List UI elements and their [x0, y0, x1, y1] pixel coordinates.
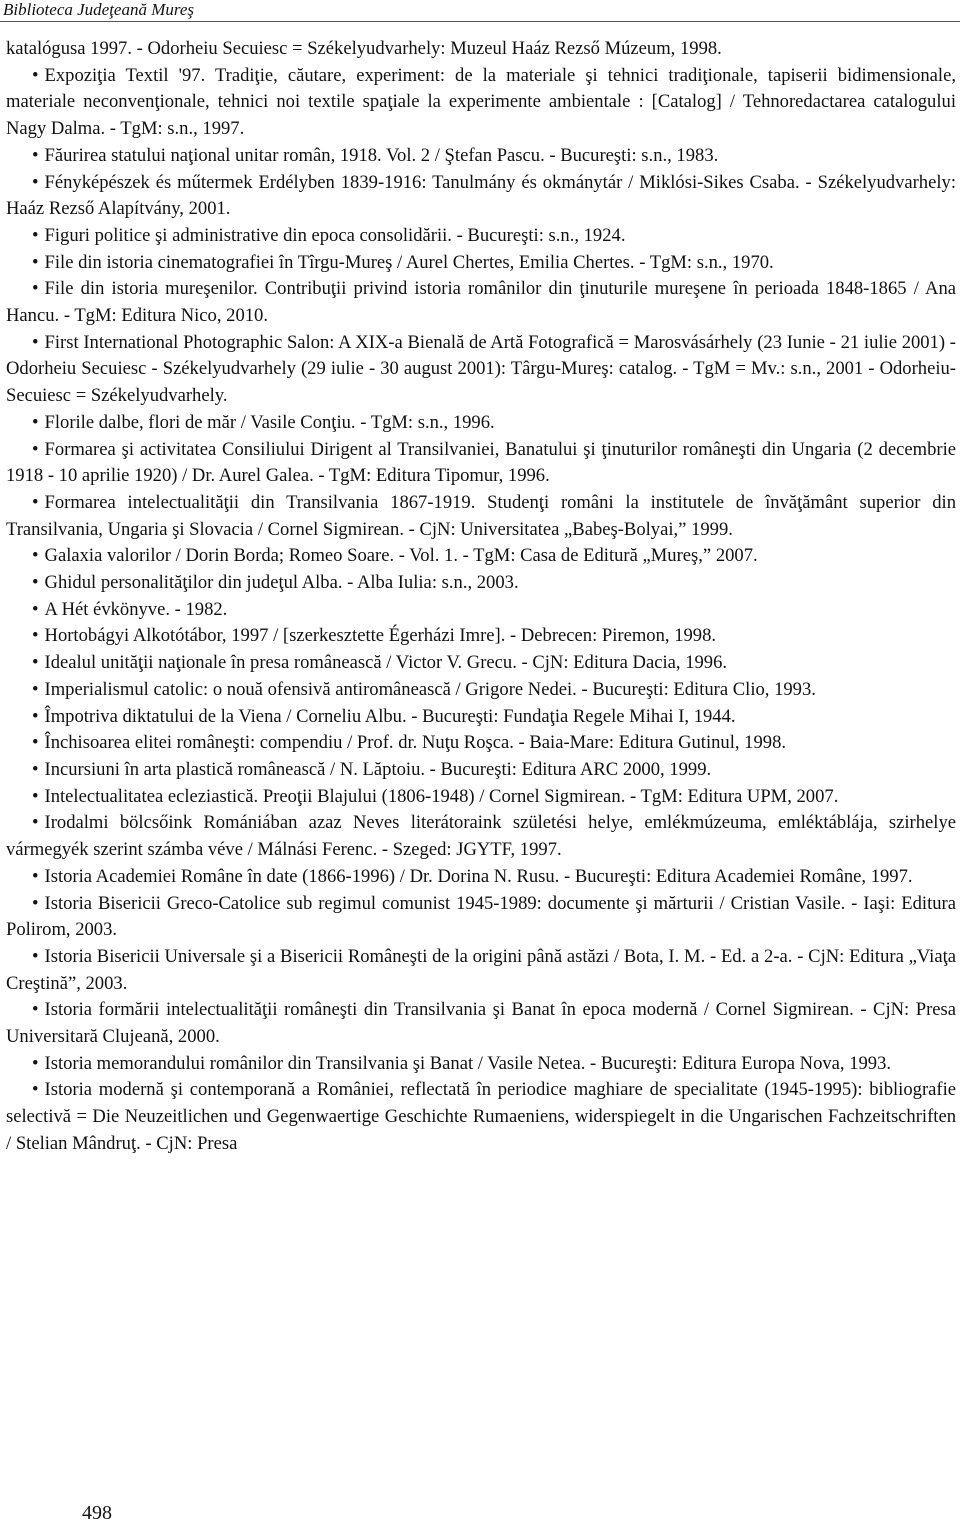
list-item: • Făurirea statului naţional unitar român, 1918. Vol. 2 / Ştefan Pascu. - Bucureşti: s.n., 1983. — [32, 144, 719, 166]
bullet-icon: • — [32, 545, 39, 567]
list-item: • File din istoria cinematografiei în Tîrgu-Mureş / Aurel Chertes, Emilia Chertes. - TgM: s.n., 1970. — [32, 251, 774, 273]
bullet-icon: • — [32, 999, 39, 1021]
list-item: katalógusa 1997. - Odorheiu Secuiesc = Székelyudvarhely: Muzeul Haáz Rezső Múzeum, 1998. — [6, 38, 722, 59]
list-item: • Istoria modernă şi contemporană a României, reflectată în periodice maghiare de specialitate (1945-1995): bibliografie selectivă = Die Neuzeitlichen und Gegenwaertige Geschichte Rumaeniens, widerspiegelt in die Ungarischen Fachzeitschriften / Stelian Mândruţ. - CjN: Presa — [6, 1079, 956, 1154]
bullet-icon: • — [32, 678, 39, 700]
bullet-icon: • — [32, 572, 39, 594]
list-item: • Irodalmi bölcsőink Romániában azaz Neves literátoraink születési helye, emlékmúzeuma, emléktáblája, szirhelye vármegyék szerint számba véve / Málnási Ferenc. - Szeged: JGYTF, 1997. — [6, 812, 956, 861]
bullet-icon: • — [32, 705, 39, 727]
list-item: • Imperialismul catolic: o nouă ofensivă antiromânească / Grigore Nedei. - Bucureşti: Editura Clio, 1993. — [32, 678, 816, 700]
bullet-icon: • — [32, 732, 39, 754]
header-title: Biblioteca Judeţeană Mureş — [3, 0, 195, 19]
list-item: • Intelectualitatea ecleziastică. Preoţii Blajului (1806-1948) / Cornel Sigmirean. - TgM: Editura UPM, 2007. — [32, 785, 839, 807]
bullet-icon: • — [32, 144, 39, 166]
bibliography-list — [6, 36, 956, 1158]
list-item: • Florile dalbe, flori de măr / Vasile Conţiu. - TgM: s.n., 1996. — [32, 411, 495, 433]
list-item: • Închisoarea elitei româneşti: compendiu / Prof. dr. Nuţu Roşca. - Baia-Mare: Editura Gutinul, 1998. — [32, 732, 787, 754]
bullet-icon: • — [32, 64, 39, 86]
list-item: • File din istoria mureşenilor. Contribuţii privind istoria românilor din ţinuturile mureşene în perioada 1848-1865 / Ana Hancu. - TgM: Editura Nico, 2010. — [6, 278, 956, 327]
bullet-icon: • — [32, 251, 39, 273]
list-item: • Figuri politice şi administrative din epoca consolidării. - Bucureşti: s.n., 1924. — [32, 224, 626, 246]
page-number: 498 — [82, 1502, 112, 1524]
list-item: • Formarea intelectualităţii din Transilvania 1867-1919. Studenţi români la institutele de învăţământ superior din Transilvania, Ungaria şi Slovacia / Cornel Sigmirean. - CjN: Universitatea „Babeş-Bolyai,” 1999. — [6, 491, 956, 540]
bullet-icon: • — [32, 224, 39, 246]
bullet-icon: • — [32, 625, 39, 647]
bullet-icon: • — [32, 491, 39, 513]
bullet-icon: • — [32, 892, 39, 914]
list-item: • Ghidul personalităţilor din judeţul Alba. - Alba Iulia: s.n., 2003. — [32, 572, 519, 594]
bullet-icon: • — [32, 945, 39, 967]
list-item: • Istoria Bisericii Universale şi a Bisericii Româneşti de la origini până astăzi / Bota, I. M. - Ed. a 2-a. - CjN: Editura „Viaţa Creştină”, 2003. — [6, 945, 956, 994]
list-item: • Istoria Bisericii Greco-Catolice sub regimul comunist 1945-1989: documente şi mărturii / Cristian Vasile. - Iaşi: Editura Polirom, 2003. — [6, 892, 956, 941]
list-item: • Formarea şi activitatea Consiliului Dirigent al Transilvaniei, Banatului şi ţinuturilor româneşti din Ungaria (2 decembrie 1918 - 10 aprilie 1920) / Dr. Aurel Galea. - TgM: Editura Tipomur, 1996. — [6, 438, 956, 487]
bullet-icon: • — [32, 598, 39, 620]
bullet-icon: • — [32, 171, 39, 193]
bullet-icon: • — [32, 331, 39, 353]
list-item: • Istoria memorandului românilor din Transilvania şi Banat / Vasile Netea. - Bucureşti: Editura Europa Nova, 1993. — [32, 1052, 892, 1074]
bullet-icon: • — [32, 758, 39, 780]
bullet-icon: • — [32, 438, 39, 460]
list-item: • Hortobágyi Alkotótábor, 1997 / [szerkesztette Égerházi Imre]. - Debrecen: Piremon, 1998. — [32, 625, 717, 647]
bullet-icon: • — [32, 652, 39, 674]
list-item: • Istoria formării intelectualităţii româneşti din Transilvania şi Banat în epoca modernă / Cornel Sigmirean. - CjN: Presa Universitară Clujeană, 2000. — [6, 999, 956, 1048]
page-header — [0, 0, 960, 22]
bullet-icon: • — [32, 1079, 39, 1101]
bullet-icon: • — [32, 812, 39, 834]
list-item: • Idealul unităţii naţionale în presa românească / Victor V. Grecu. - CjN: Editura Dacia, 1996. — [32, 652, 728, 674]
bullet-icon: • — [32, 278, 39, 300]
list-item: • Incursiuni în arta plastică românească / N. Lăptoiu. - Bucureşti: Editura ARC 2000, 1999. — [32, 758, 712, 780]
list-item: • First International Photographic Salon: A XIX-a Bienală de Artă Fotografică = Marosvásárhely (23 Iunie - 21 iulie 2001) - Odorheiu Secuiesc - Székelyudvarhely (29 iulie - 30 august 2001): Târgu-Mureş: catalog. - TgM = Mv.: s.n., 2001 - Odorheiu-Secuiesc = Székelyudvarhely. — [6, 331, 956, 407]
list-item: • Împotriva diktatului de la Viena / Corneliu Albu. - Bucureşti: Fundaţia Regele Mihai I, 1944. — [32, 705, 736, 727]
list-item: • A Hét évkönyve. - 1982. — [32, 598, 228, 620]
bullet-icon: • — [32, 1052, 39, 1074]
bullet-icon: • — [32, 865, 39, 887]
list-item: • Expoziţia Textil '97. Tradiţie, căutare, experiment: de la materiale şi tehnici tradiţionale, tapiserii bidimensionale, materiale neconvenţionale, tehnici noi textile spaţiale la experimente ambientale : [Catalog] / Tehnoredactarea catalogului Nagy Dalma. - TgM: s.n., 1997. — [6, 64, 956, 140]
list-item: • Fényképészek és műtermek Erdélyben 1839-1916: Tanulmány és okmánytár / Miklósi-Sikes Csaba. - Székelyudvarhely: Haáz Rezső Alapítvány, 2001. — [6, 171, 956, 220]
list-item: • Istoria Academiei Române în date (1866-1996) / Dr. Dorina N. Rusu. - Bucureşti: Editura Academiei Române, 1997. — [32, 865, 913, 887]
bullet-icon: • — [32, 785, 39, 807]
list-item: • Galaxia valorilor / Dorin Borda; Romeo Soare. - Vol. 1. - TgM: Casa de Editură „Mureş,” 2007. — [32, 545, 758, 567]
bullet-icon: • — [32, 411, 39, 433]
